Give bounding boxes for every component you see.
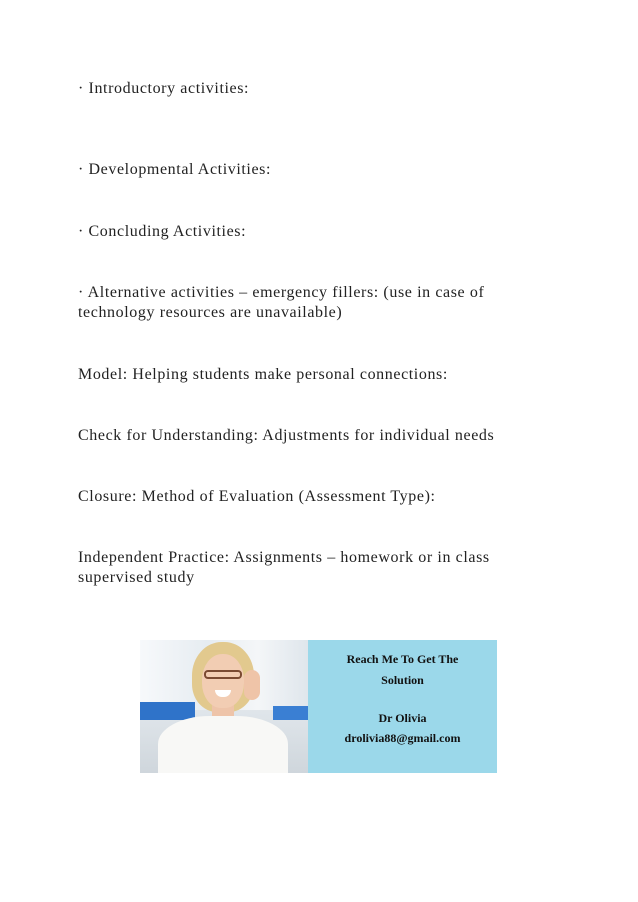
closure-section: Closure: Method of Evaluation (Assessment Type): [78,488,436,505]
photo-shirt [158,716,288,773]
photo-stripe [273,706,308,720]
photo-hand [244,670,260,700]
alternative-activities: · Alternative activities – emergency fillers: (use in case of technology resources are unavailable) [78,284,485,321]
concluding-activities: · Concluding Activities: [78,223,247,240]
contact-headline: Reach Me To Get The [346,652,459,666]
contact-card [308,640,497,773]
model-section: Model: Helping students make personal connections: [78,366,448,383]
contact-subheadline: Solution [381,673,424,687]
check-for-understanding: Check for Understanding: Adjustments for individual needs [78,427,495,444]
photo-stripe [140,702,195,720]
independent-practice: Independent Practice: Assignments – homework or in class supervised study [78,549,490,586]
contact-email[interactable]: drolivia88@gmail.com [344,731,461,745]
photo-face [202,654,244,708]
contact-banner [140,640,497,773]
developmental-activities: · Developmental Activities: [78,161,272,178]
introductory-activities: · Introductory activities: [78,80,250,97]
woman-photo [140,640,308,773]
glasses-icon [204,670,242,679]
contact-name: Dr Olivia [378,711,427,725]
